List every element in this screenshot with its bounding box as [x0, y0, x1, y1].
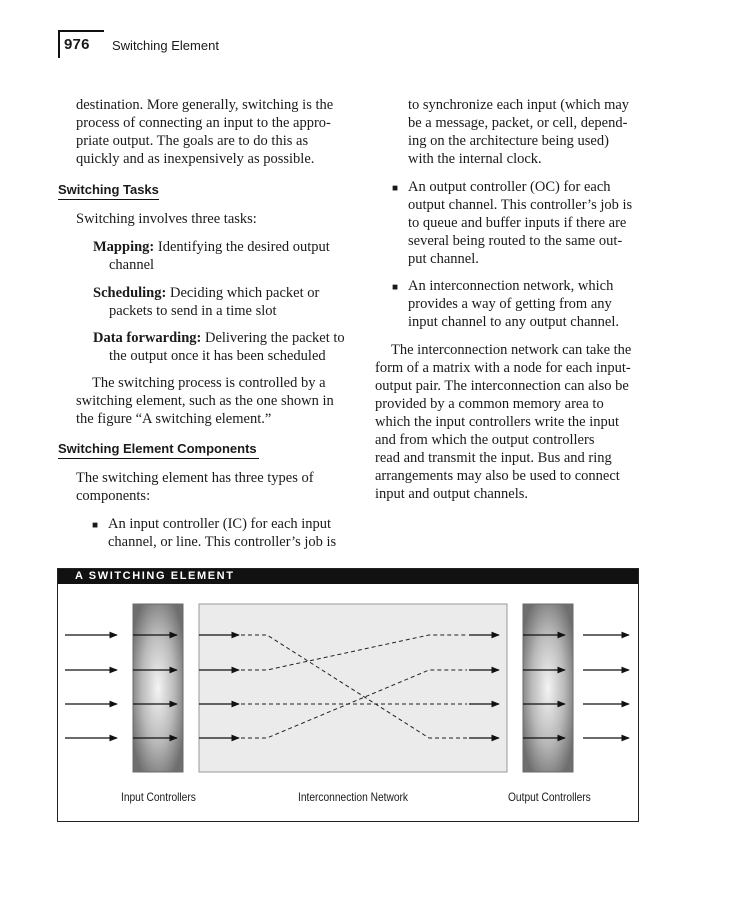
text-line: destination. More generally, switching is the — [76, 97, 334, 113]
text-line: components: — [76, 488, 151, 504]
task-text: channel — [109, 257, 155, 273]
task-text: Deciding which packet or — [166, 285, 320, 301]
text-line: output pair. The interconnection can also be — [375, 378, 629, 394]
text-line: the figure “A switching element.” — [76, 411, 272, 427]
process-paragraph — [76, 374, 376, 428]
text-line: input and output channels. — [375, 486, 529, 502]
bullet-icon: ■ — [92, 520, 99, 531]
heading-switching-tasks: Switching Tasks — [58, 182, 159, 200]
label-input-controllers: Input Controllers — [121, 790, 196, 804]
task-text: the output once it has been scheduled — [109, 348, 326, 364]
text-line: switching element, such as the one shown in — [76, 393, 334, 409]
text-line: quickly and as inexpensively as possible. — [76, 151, 315, 167]
switching-element-diagram — [57, 584, 639, 822]
text-line: form of a matrix with a node for each input- — [375, 360, 631, 376]
label-output-controllers: Output Controllers — [508, 790, 591, 804]
text-line: provides a way of getting from any — [408, 296, 612, 312]
task-text: packets to send in a time slot — [109, 303, 277, 319]
text-line: An input controller (IC) for each input — [108, 516, 332, 532]
text-line: output channel. This controller’s job is — [408, 197, 633, 213]
page-number: 976 — [64, 36, 90, 53]
text-line: The switching process is controlled by a — [92, 375, 326, 391]
text-line: and from which the output controllers — [375, 432, 595, 448]
task-scheduling — [93, 284, 373, 320]
section-title: Switching Element — [112, 38, 219, 53]
tasks-intro: Switching involves three tasks: — [76, 211, 257, 227]
text-line: arrangements may also be used to connect — [375, 468, 620, 484]
text-line: be a message, packet, or cell, depend- — [408, 115, 628, 131]
task-mapping — [93, 238, 373, 274]
figure-title: A SWITCHING ELEMENT — [58, 569, 638, 584]
text-line: priate output. The goals are to do this as — [76, 133, 309, 149]
text-line: to queue and buffer inputs if there are — [408, 215, 627, 231]
text-line: input channel to any output channel. — [408, 314, 620, 330]
task-term: Mapping: — [93, 239, 155, 255]
text-line: An output controller (OC) for each — [408, 179, 611, 195]
text-line: The interconnection network can take the — [391, 342, 632, 358]
text-line: to synchronize each input (which may — [408, 97, 630, 113]
task-text: Identifying the desired output — [154, 239, 330, 255]
text-line: with the internal clock. — [408, 151, 542, 167]
label-interconnection-network: Interconnection Network — [298, 790, 408, 804]
bullet-output-controller — [392, 178, 672, 268]
text-line: several being routed to the same out- — [408, 233, 623, 249]
task-data-forwarding — [93, 329, 383, 365]
text-line: which the input controllers write the input — [375, 414, 620, 430]
bullet-icon: ■ — [392, 282, 399, 293]
interconnection-network-panel — [199, 604, 507, 772]
components-intro — [76, 469, 366, 505]
task-text: Delivering the packet to — [201, 330, 345, 346]
text-line: ing on the architecture being used) — [408, 133, 609, 149]
bullet-input-controller — [92, 515, 382, 551]
text-line: put channel. — [408, 251, 479, 267]
text-line: channel, or line. This controller’s job is — [108, 534, 337, 550]
text-line: The switching element has three types of — [76, 470, 314, 486]
task-term: Data forwarding: — [93, 330, 202, 346]
output-controller-block — [523, 604, 573, 772]
text-line: process of connecting an input to the appro- — [76, 115, 331, 131]
bullet-icon: ■ — [392, 183, 399, 194]
intro-paragraph — [76, 96, 366, 168]
bullet-input-controller-continued — [408, 96, 668, 168]
text-line: provided by a common memory area to — [375, 396, 604, 412]
input-controller-block — [133, 604, 183, 772]
bullet-interconnection-network — [392, 277, 672, 331]
heading-components: Switching Element Components — [58, 441, 259, 459]
text-line: read and transmit the input. Bus and ring — [375, 450, 612, 466]
task-term: Scheduling: — [93, 285, 167, 301]
network-paragraph — [375, 341, 665, 503]
text-line: An interconnection network, which — [408, 278, 614, 294]
